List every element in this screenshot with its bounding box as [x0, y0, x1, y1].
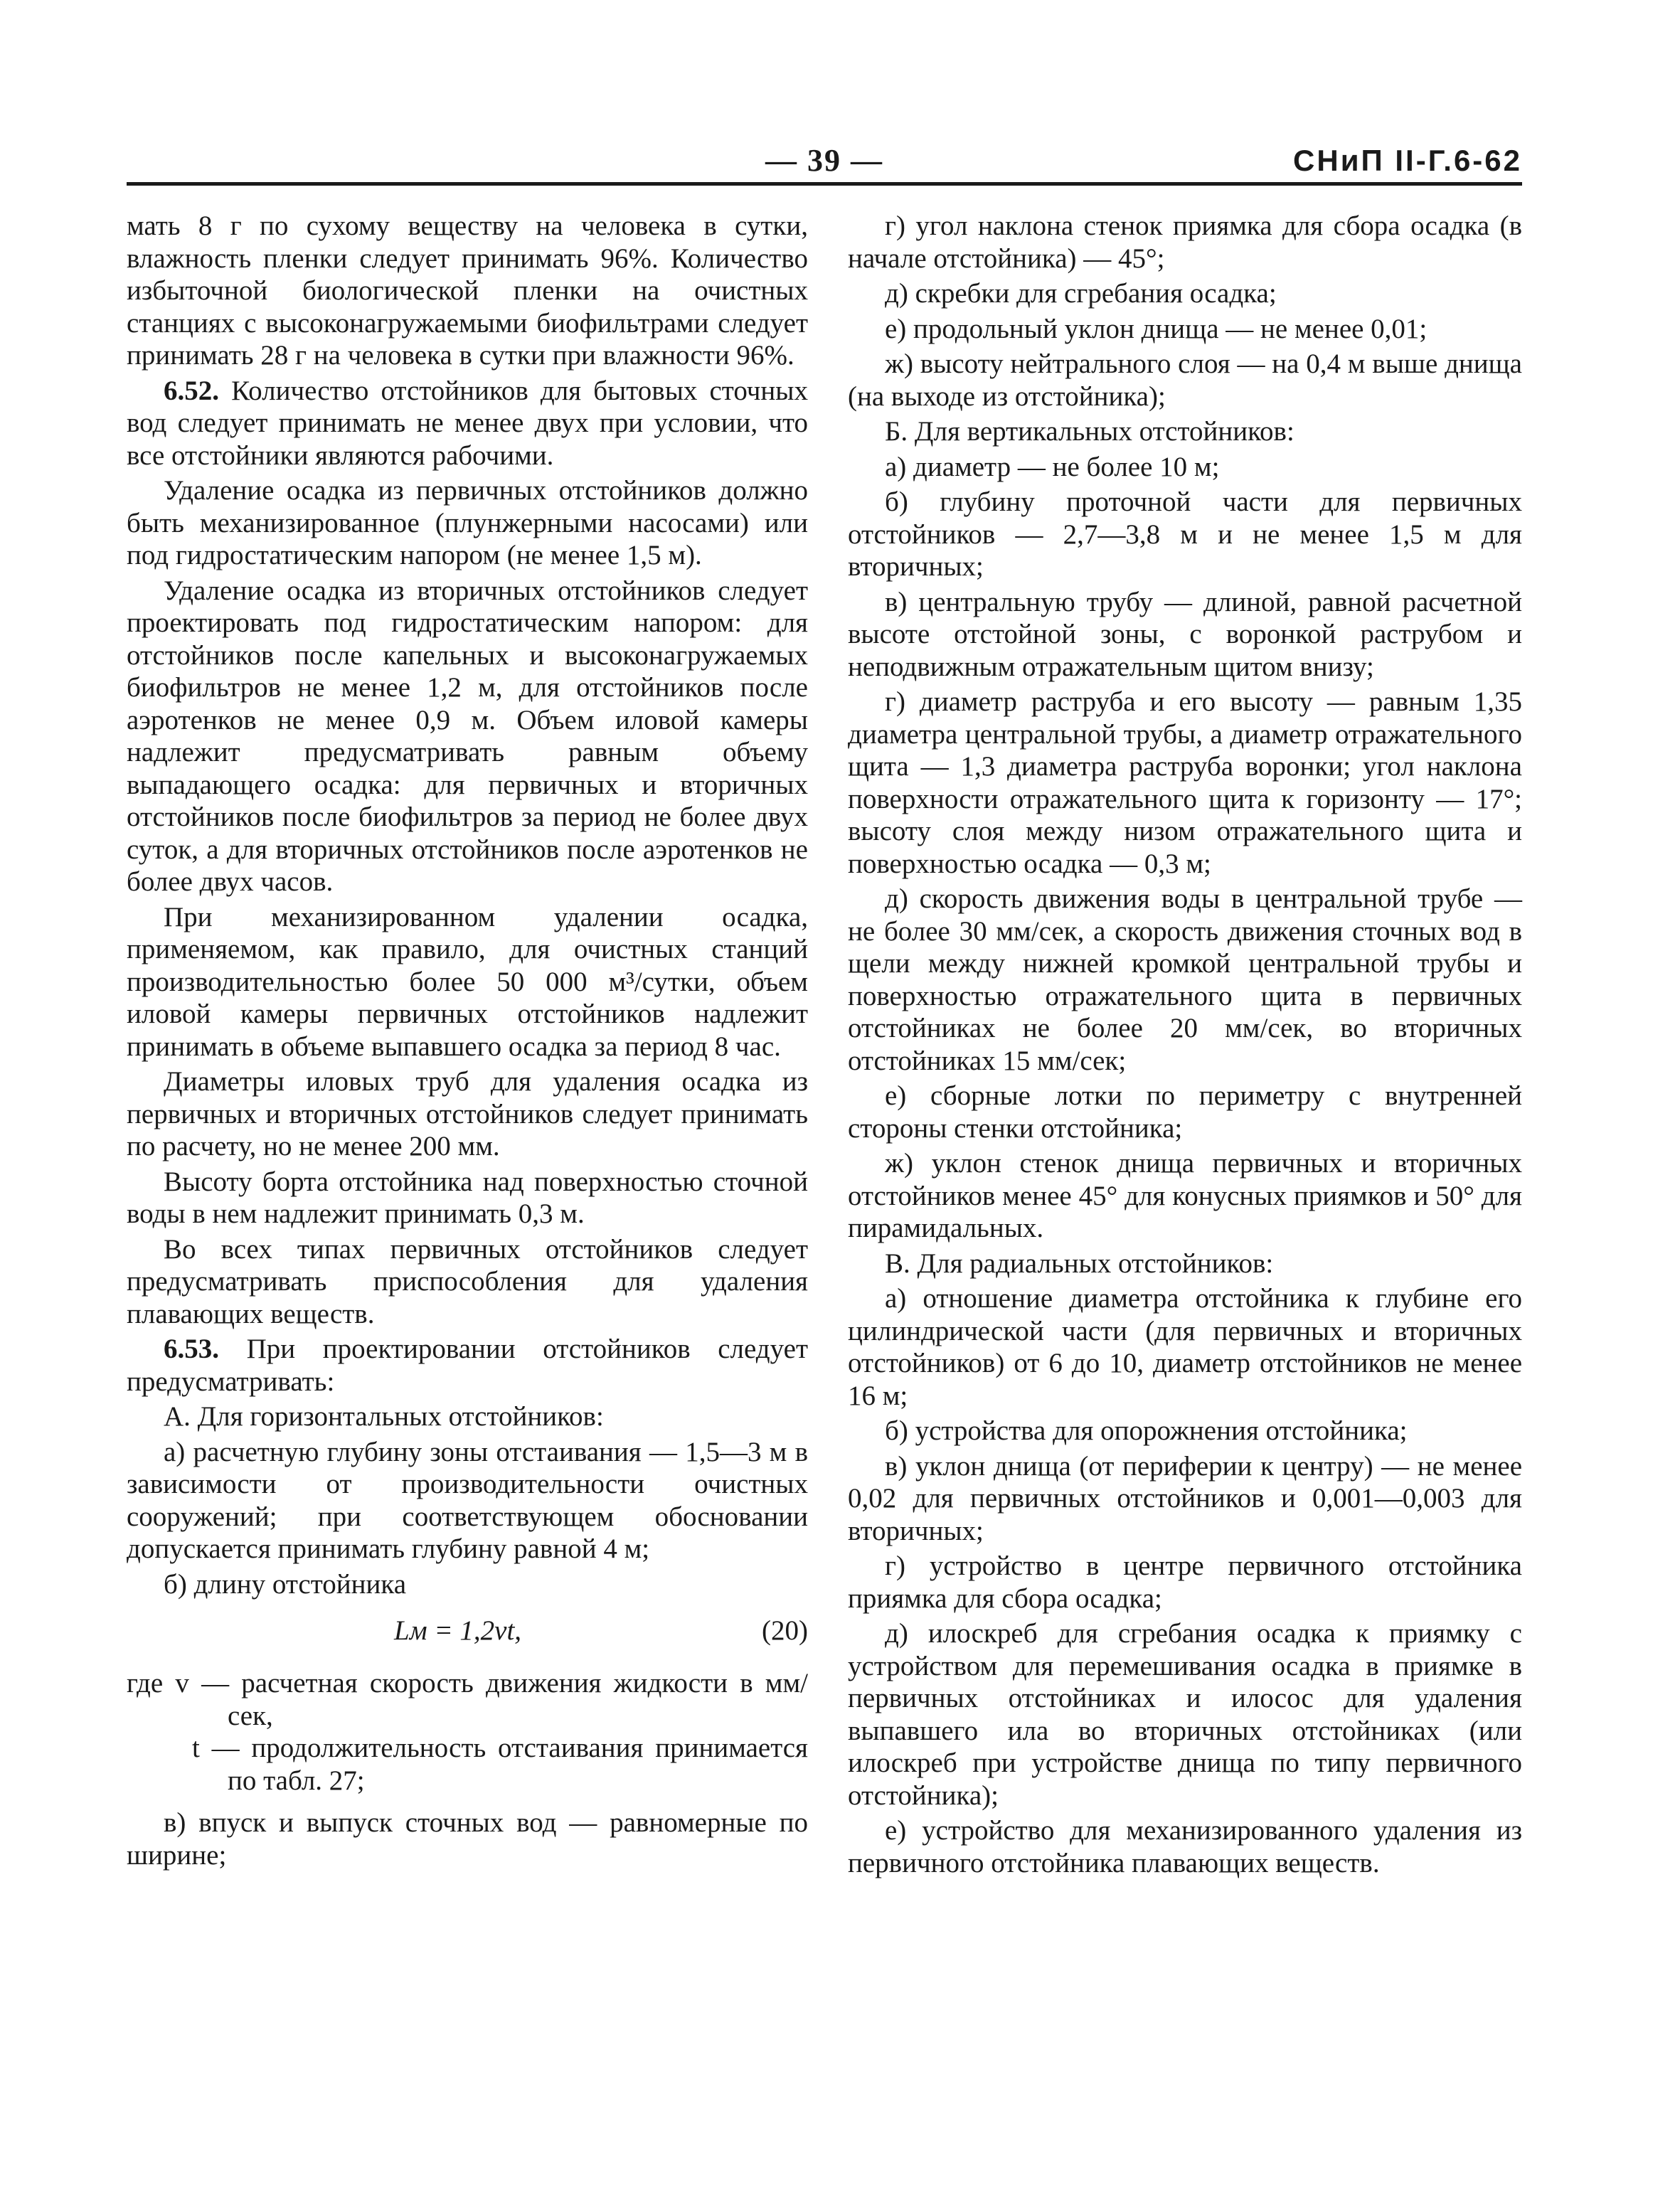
header-rule	[127, 182, 1522, 186]
right-column	[848, 210, 1522, 1882]
list-item: б) длину отстойника	[164, 1568, 407, 1600]
clause-6-53	[127, 1333, 808, 1398]
document-code: СНиП II-Г.6-62	[1293, 144, 1522, 177]
clause-text: Количество отстойников для бытовых сточных вод следует принимать не менее двух при условии, что все отстойники являются рабочими.	[127, 375, 808, 471]
list-item: б) устройства для опорожнения отстойника;	[885, 1415, 1408, 1446]
list-item: в) уклон днища (от периферии к центру) — не менее 0,02 для первичных отстойников и 0,001—0,003 для вторичных;	[848, 1450, 1522, 1546]
list-item: г) устройство в центре первичного отстойника приямка для сбора осадка;	[848, 1551, 1522, 1614]
list-item: ж) уклон стенок днища первичных и вторичных отстойников менее 45° для конусных приямков и 50° для пирамидальных.	[848, 1148, 1522, 1243]
list-item: е) сборные лотки по периметру с внутренней стороны стенки отстойника;	[848, 1080, 1522, 1144]
clause-6-52	[127, 375, 808, 472]
formula-legend-v: где v — расчетная скорость движения жидкости в мм/сек,	[127, 1668, 808, 1731]
formula-number: (20)	[762, 1615, 808, 1646]
formula-legend-t: t — продолжительность отстаивания принимается по табл. 27;	[192, 1733, 808, 1796]
list-item: а) диаметр — не более 10 м;	[885, 451, 1220, 482]
list-item: е) продольный уклон днища — не менее 0,01;	[885, 313, 1428, 344]
page-header	[127, 142, 1522, 185]
list-item: в) впуск и выпуск сточных вод — равномерные по ширине;	[127, 1807, 808, 1871]
list-item: г) угол наклона стенок приямка для сбора осадка (в начале отстойника) — 45°;	[848, 211, 1522, 274]
clause-text: При проектировании отстойников следует предусматривать:	[127, 1334, 808, 1397]
section-heading-b: Б. Для вертикальных отстойников:	[885, 416, 1294, 447]
list-item: д) скребки для сгребания осадка;	[885, 278, 1277, 309]
list-item: а) расчетную глубину зоны отстаивания — 1,5—3 м в зависимости от производительности очистных сооружений; при соответствующем обосновании допускается принимать глубину равной 4 м;	[127, 1436, 808, 1564]
formula-expression: Lм = 1,2vt,	[394, 1615, 522, 1646]
paragraph: Диаметры иловых труб для удаления осадка из первичных и вторичных отстойников следует принимать по расчету, но не менее 200 мм.	[127, 1066, 808, 1161]
paragraph: Удаление осадка из вторичных отстойников следует проектировать под гидростатическим напором: для отстойников после капельных и высоконагружаемых биофильтров не менее 1,2 м, для отстойников после аэротенков не менее 0,9 м. Объем иловой камеры надлежит предусматривать равным объему выпадающего осадка: для первичных и вторичных отстойников после биофильтров за период не более двух суток, а для вторичных отстойников после аэротенков не более двух часов.	[127, 575, 808, 897]
paragraph: мать 8 г по сухому веществу на человека в сутки, влажность пленки следует принимать 96%. Количество избыточной биологической пленки на очистных станциях с высоконагружаемыми биофильтрами следует принимать 28 г на человека в сутки при влажности 96%.	[127, 211, 808, 371]
paragraph: Высоту борта отстойника над поверхностью сточной воды в нем надлежит принимать 0,3 м.	[127, 1166, 808, 1229]
list-item: а) отношение диаметра отстойника к глубине его цилиндрической части (для первичных и вторичных отстойников) от 6 до 10, диаметр отстойников не менее 16 м;	[848, 1283, 1522, 1411]
left-column	[127, 210, 808, 1874]
list-item: ж) высоту нейтрального слоя — на 0,4 м выше днища (на выходе из отстойника);	[848, 349, 1522, 412]
clause-number: 6.52.	[164, 375, 219, 406]
list-item: г) диаметр раструба и его высоту — равным 1,35 диаметра центральной трубы, а диаметр отражательного щита — 1,3 диаметра раструба воронки; угол наклона поверхности отражательного щита к горизонту — 17°; высоту слоя между низом отражательного щита и поверхностью осадка — 0,3 м;	[848, 686, 1522, 879]
page-number: — 39 —	[765, 143, 883, 178]
section-heading-a: А. Для горизонтальных отстойников:	[164, 1401, 604, 1432]
clause-number: 6.53.	[164, 1334, 219, 1364]
paragraph: Во всех типах первичных отстойников следует предусматривать приспособления для удаления плавающих веществ.	[127, 1233, 808, 1329]
list-item: в) центральную трубу — длиной, равной расчетной высоте отстойной зоны, с воронкой раструбом и неподвижным отражательным щитом внизу;	[848, 586, 1522, 682]
paragraph: При механизированном удалении осадка, применяемом, как правило, для очистных станций производительностью более 50 000 м³/сутки, объем иловой камеры первичных отстойников надлежит принимать в объеме выпавшего осадка за период 8 час.	[127, 901, 808, 1062]
formula-20	[127, 1615, 808, 1649]
paragraph: Удаление осадка из первичных отстойников должно быть механизированное (плунжерными насосами) или под гидростатическим напором (не менее 1,5 м).	[127, 475, 808, 570]
list-item: д) скорость движения воды в центральной трубе — не более 30 мм/сек, а скорость движения сточных вод в щели между нижней кромкой центральной трубы и поверхностью отражательного щита в первичных отстойниках не более 20 мм/сек, во вторичных отстойниках 15 мм/сек;	[848, 883, 1522, 1076]
section-heading-v: В. Для радиальных отстойников:	[885, 1248, 1274, 1279]
list-item: е) устройство для механизированного удаления из первичного отстойника плавающих веществ.	[848, 1815, 1522, 1878]
list-item: д) илоскреб для сгребания осадка к приямку с устройством для перемешивания осадка в приямке в первичных отстойниках и илосос для удаления выпавшего ила во вторичных отстойниках (или илоскреб при устройстве днища по типу первичного отстойника);	[848, 1618, 1522, 1811]
list-item: б) глубину проточной части для первичных отстойников — 2,7—3,8 м и не менее 1,5 м для вторичных;	[848, 487, 1522, 582]
